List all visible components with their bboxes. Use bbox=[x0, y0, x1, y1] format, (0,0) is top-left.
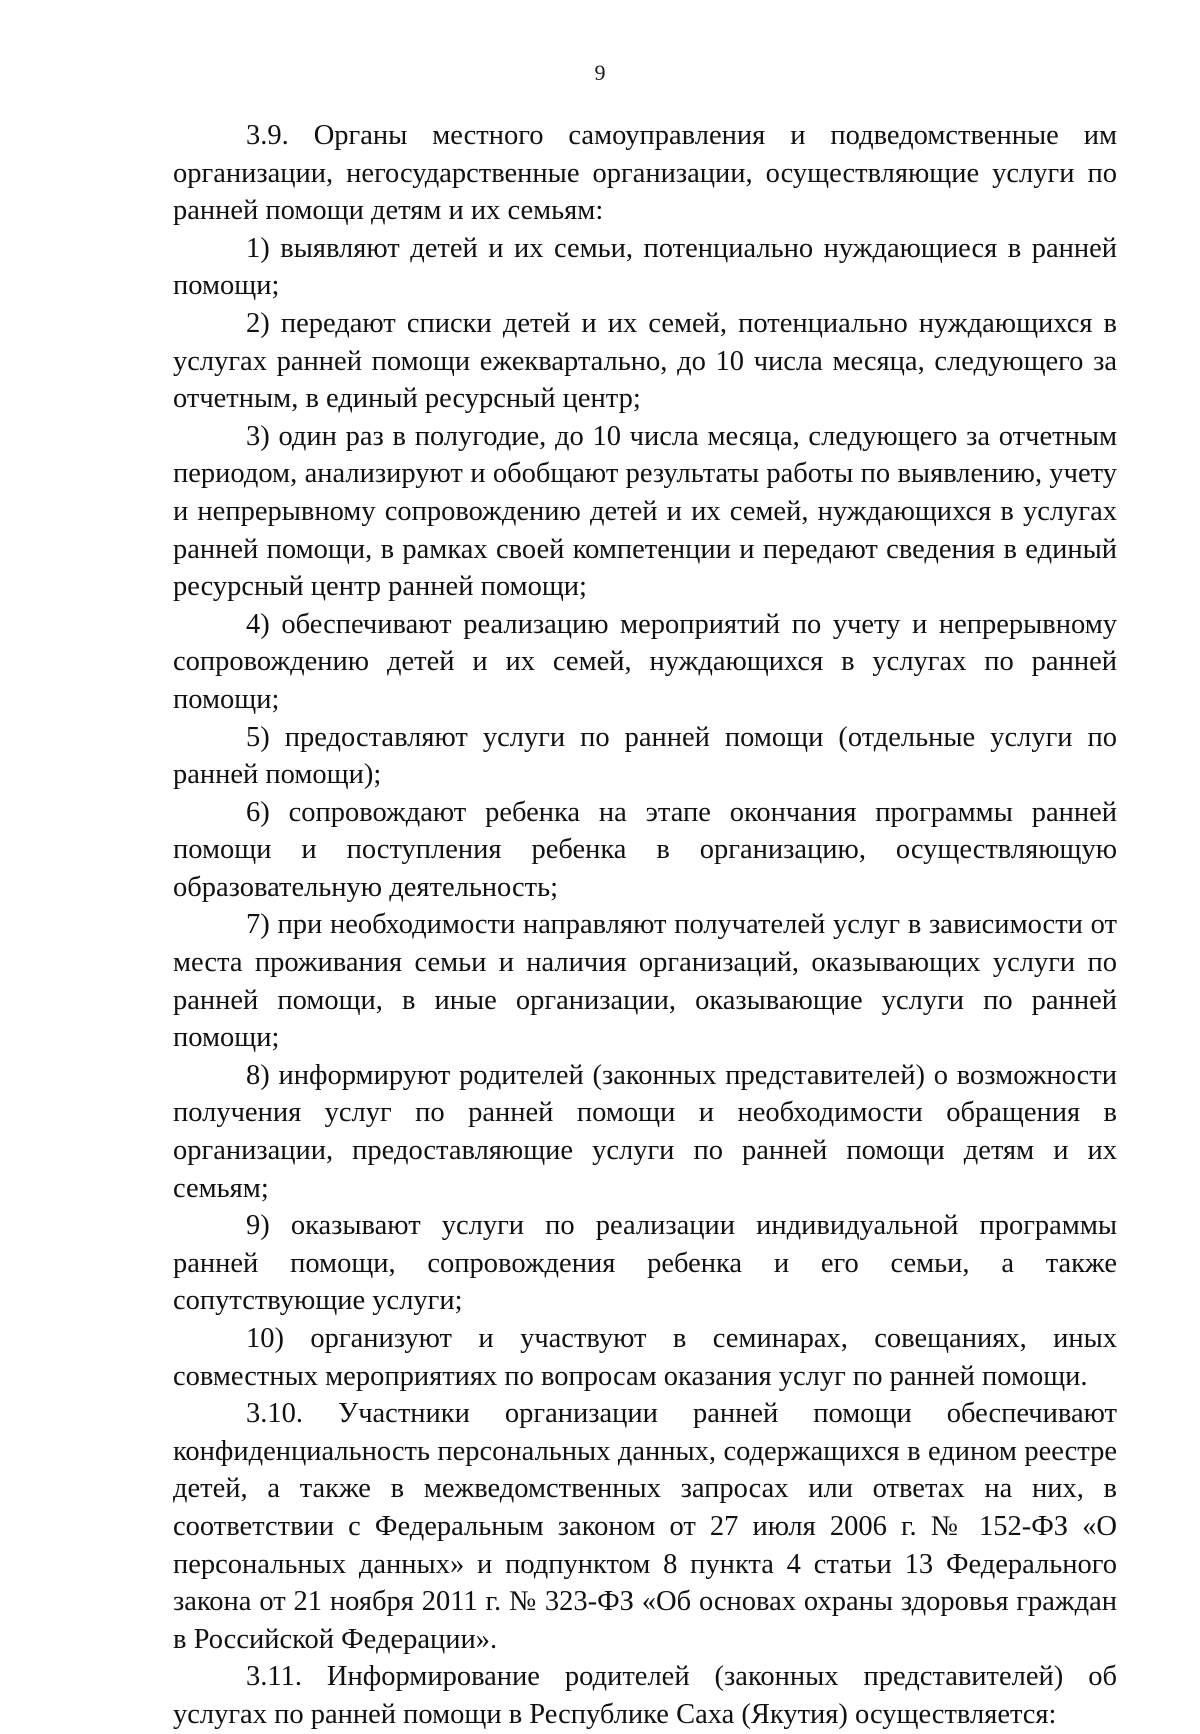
list-item-7: 7) при необходимости направляют получателей услуг в зависимости от места проживания семьи и наличия организаций, оказывающих услуги по ранней помощи, в иные организации, оказывающие услуги по ранней помощи; bbox=[173, 909, 1117, 1054]
paragraph-3-10: 3.10. Участники организации ранней помощи обеспечивают конфиденциальность персональных данных, содержащихся в едином реестре детей, а также в межведомственных запросах или ответах на них, в соответствии с Федеральным законом от 27 июля 2006 г. № 152-ФЗ «О персональных данных» и подпунктом 8 пункта 4 статьи 13 Федерального закона от 21 ноября 2011 г. № 323-ФЗ «Об основах охраны здоровья граждан в Российской Федерации». bbox=[173, 1398, 1117, 1655]
page-number: 9 bbox=[594, 60, 606, 85]
paragraph-3-9: 3.9. Органы местного самоуправления и подведомственные им организации, негосударственные организации, осуществляющие услуги по ранней помощи детям и их семьям: bbox=[173, 120, 1117, 227]
list-item-2: 2) передают списки детей и их семей, потенциально нуждающихся в услугах ранней помощи ежеквартально, до 10 числа месяца, следующего за отчетным, в единый ресурсный центр; bbox=[173, 307, 1117, 415]
list-item-5: 5) предоставляют услуги по ранней помощи (отдельные услуги по ранней помощи); bbox=[173, 721, 1117, 791]
list-item-6: 6) сопровождают ребенка на этапе окончания программы ранней помощи и поступления ребенка в организацию, осуществляющую образовательную деятельность; bbox=[173, 796, 1117, 903]
list-item-9: 9) оказывают услуги по реализации индивидуальной программы ранней помощи, сопровождения ребенка и его семьи, а также сопутствующие услуги; bbox=[173, 1210, 1117, 1317]
paragraph-3-11: 3.11. Информирование родителей (законных представителей) об услугах по ранней помощи в Республике Саха (Якутия) осуществляется: bbox=[173, 1661, 1117, 1730]
list-item-10: 10) организуют и участвуют в семинарах, совещаниях, иных совместных мероприятиях по вопросам оказания услуг по ранней помощи. bbox=[173, 1323, 1117, 1392]
list-item-3: 3) один раз в полугодие, до 10 числа месяца, следующего за отчетным периодом, анализируют и обобщают результаты работы по выявлению, учету и непрерывному сопровождению детей и их семей, нуждающихся в услугах ранней помощи, в рамках своей компетенции и передают сведения в единый ресурсный центр ранней помощи; bbox=[173, 420, 1117, 603]
list-item-4: 4) обеспечивают реализацию мероприятий по учету и непрерывному сопровождению детей и их семей, нуждающихся в услугах по ранней помощи; bbox=[173, 608, 1117, 715]
list-item-8: 8) информируют родителей (законных представителей) о возможности получения услуг по ранней помощи и необходимости обращения в организации, предоставляющие услуги по ранней помощи детям и их семьям; bbox=[173, 1059, 1117, 1204]
document-body bbox=[173, 117, 1117, 1734]
list-item-1: 1) выявляют детей и их семьи, потенциально нуждающиеся в ранней помощи; bbox=[173, 232, 1117, 302]
